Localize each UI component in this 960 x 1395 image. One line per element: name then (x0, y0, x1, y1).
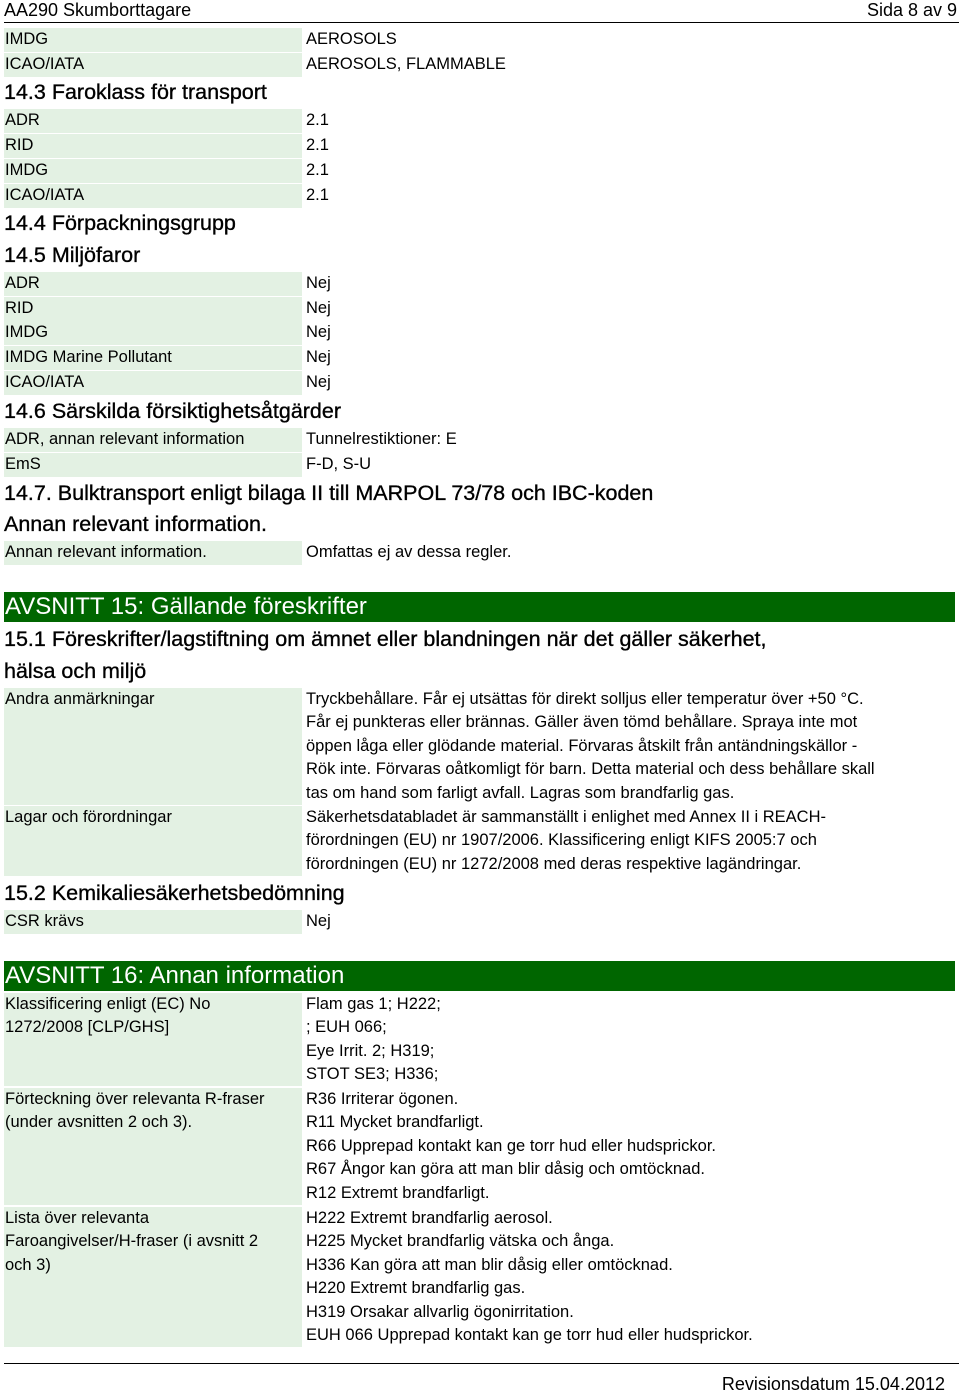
label-andra-anmarkningar: Andra anmärkningar (4, 688, 302, 805)
section-heading-14-7: 14.7. Bulktransport enligt bilaga II till MARPOL 73/78 och IBC-koden (4, 481, 654, 505)
row-label: IMDG (4, 159, 302, 183)
row-value: Tunnelrestiktioner: E (306, 430, 457, 448)
row-value: Nej (306, 373, 331, 391)
text-line: R11 Mycket brandfarligt. (306, 1113, 484, 1132)
text-line: Får ej punkteras eller brännas. Gäller även tömd behållare. Spraya inte mot (306, 713, 858, 732)
section-banner-16: AVSNITT 16: Annan information (4, 961, 955, 991)
row-label: IMDG Marine Pollutant (4, 346, 302, 370)
section-heading-14-6: 14.6 Särskilda försiktighetsåtgärder (4, 399, 342, 423)
text-line: H220 Extremt brandfarlig gas. (306, 1279, 526, 1298)
label-lagar: Lagar och förordningar (4, 806, 302, 876)
text-line: H225 Mycket brandfarlig vätska och ånga. (306, 1232, 615, 1251)
text-line: tas om hand som farligt avfall. Lagras som brandfarlig gas. (306, 783, 735, 802)
section-heading-14-3: 14.3 Faroklass för transport (4, 80, 267, 104)
text-line: R36 Irriterar ögonen. (306, 1090, 459, 1108)
row-value: Nej (306, 912, 331, 930)
text-line: förordningen (EU) nr 1907/2006. Klassificering enligt KIFS 2005:7 och (306, 831, 817, 850)
text-line: Rök inte. Förvaras oåtkomligt för barn. Detta material och dess behållare skall (306, 760, 875, 779)
text-line: R12 Extremt brandfarligt. (306, 1183, 490, 1202)
row-value: 2.1 (306, 186, 329, 204)
text-line: Eye Irrit. 2; H319; (306, 1041, 435, 1060)
value-andra-anmarkningar (306, 688, 946, 805)
section-heading-14-4: 14.4 Förpackningsgrupp (4, 211, 236, 235)
row-value: Nej (306, 323, 331, 341)
text-line: förordningen (EU) nr 1272/2008 med deras respektive lagändringar. (306, 854, 802, 873)
text-line: ; EUH 066; (306, 1018, 387, 1037)
section-subheading-14-7: Annan relevant information. (4, 512, 267, 536)
row-label: IMDG (4, 28, 302, 52)
section-banner-15: AVSNITT 15: Gällande föreskrifter (4, 592, 955, 622)
text-line: Säkerhetsdatabladet är sammanställt i enlighet med Annex II i REACH- (306, 808, 827, 826)
value-klassificering (306, 993, 946, 1087)
section-heading-15-2: 15.2 Kemikaliesäkerhetsbedömning (4, 881, 345, 905)
row-label: EmS (4, 453, 302, 477)
row-value: Nej (306, 299, 331, 317)
text-line: R66 Upprepad kontakt kan ge torr hud eller hudsprickor. (306, 1136, 716, 1155)
page-footer (4, 1363, 959, 1394)
row-value: 2.1 (306, 136, 329, 154)
text-line: EUH 066 Upprepad kontakt kan ge torr hud eller hudsprickor. (306, 1326, 753, 1345)
row-value: 2.1 (306, 111, 329, 129)
text-line: öppen låga eller glödande material. Förvaras åtskilt från antändningskällor - (306, 736, 858, 755)
row-value: Nej (306, 274, 331, 292)
row-label: RID (4, 297, 302, 321)
value-h-fraser (306, 1207, 946, 1347)
label-r-fraser: Förteckning över relevanta R-fraser (under avsnitten 2 och 3). (4, 1088, 302, 1205)
value-r-fraser (306, 1088, 946, 1205)
row-label: ICAO/IATA (4, 184, 302, 208)
row-label: ICAO/IATA (4, 53, 302, 77)
text-line: STOT SE3; H336; (306, 1065, 439, 1084)
revision-date: Revisionsdatum 15.04.2012 (721, 1374, 945, 1394)
row-value: AEROSOLS, FLAMMABLE (306, 55, 506, 73)
section-heading-14-5: 14.5 Miljöfaror (4, 243, 141, 267)
row-value: Nej (306, 348, 331, 366)
page-number: Sida 8 av 9 (866, 0, 957, 20)
section-heading-15-1-cont: hälsa och miljö (4, 659, 147, 683)
label-h-fraser: Lista över relevanta Faroangivelser/H-fraser (i avsnitt 2 och 3) (4, 1207, 302, 1347)
row-label: Annan relevant information. (4, 541, 302, 565)
row-value: AEROSOLS (306, 30, 397, 48)
text-line: H319 Orsakar allvarlig ögonirritation. (306, 1302, 574, 1321)
text-line: H336 Kan göra att man blir dåsig eller omtöcknad. (306, 1255, 673, 1274)
row-value: Omfattas ej av dessa regler. (306, 543, 512, 561)
text-line: R67 Ångor kan göra att man blir dåsig och omtöcknad. (306, 1160, 705, 1179)
page-header (4, 0, 959, 23)
section-heading-15-1: 15.1 Föreskrifter/lagstiftning om ämnet eller blandningen när det gäller säkerhet, (4, 627, 767, 651)
row-label: ADR (4, 109, 302, 133)
label-klassificering: Klassificering enligt (EC) No 1272/2008 [CLP/GHS] (4, 993, 302, 1086)
row-value: F-D, S-U (306, 455, 372, 473)
row-label: ADR, annan relevant information (4, 428, 302, 452)
text-line: Tryckbehållare. Får ej utsättas för direkt solljus eller temperatur över +50 °C. (306, 690, 864, 708)
text-line: H222 Extremt brandfarlig aerosol. (306, 1209, 553, 1227)
value-lagar (306, 806, 946, 876)
row-label: IMDG (4, 321, 302, 345)
row-label: CSR krävs (4, 910, 302, 934)
row-value: 2.1 (306, 161, 329, 179)
text-line: Flam gas 1; H222; (306, 995, 441, 1013)
row-label: RID (4, 134, 302, 158)
row-label: ICAO/IATA (4, 371, 302, 395)
document-title: AA290 Skumborttagare (4, 0, 192, 20)
row-label: ADR (4, 272, 302, 296)
